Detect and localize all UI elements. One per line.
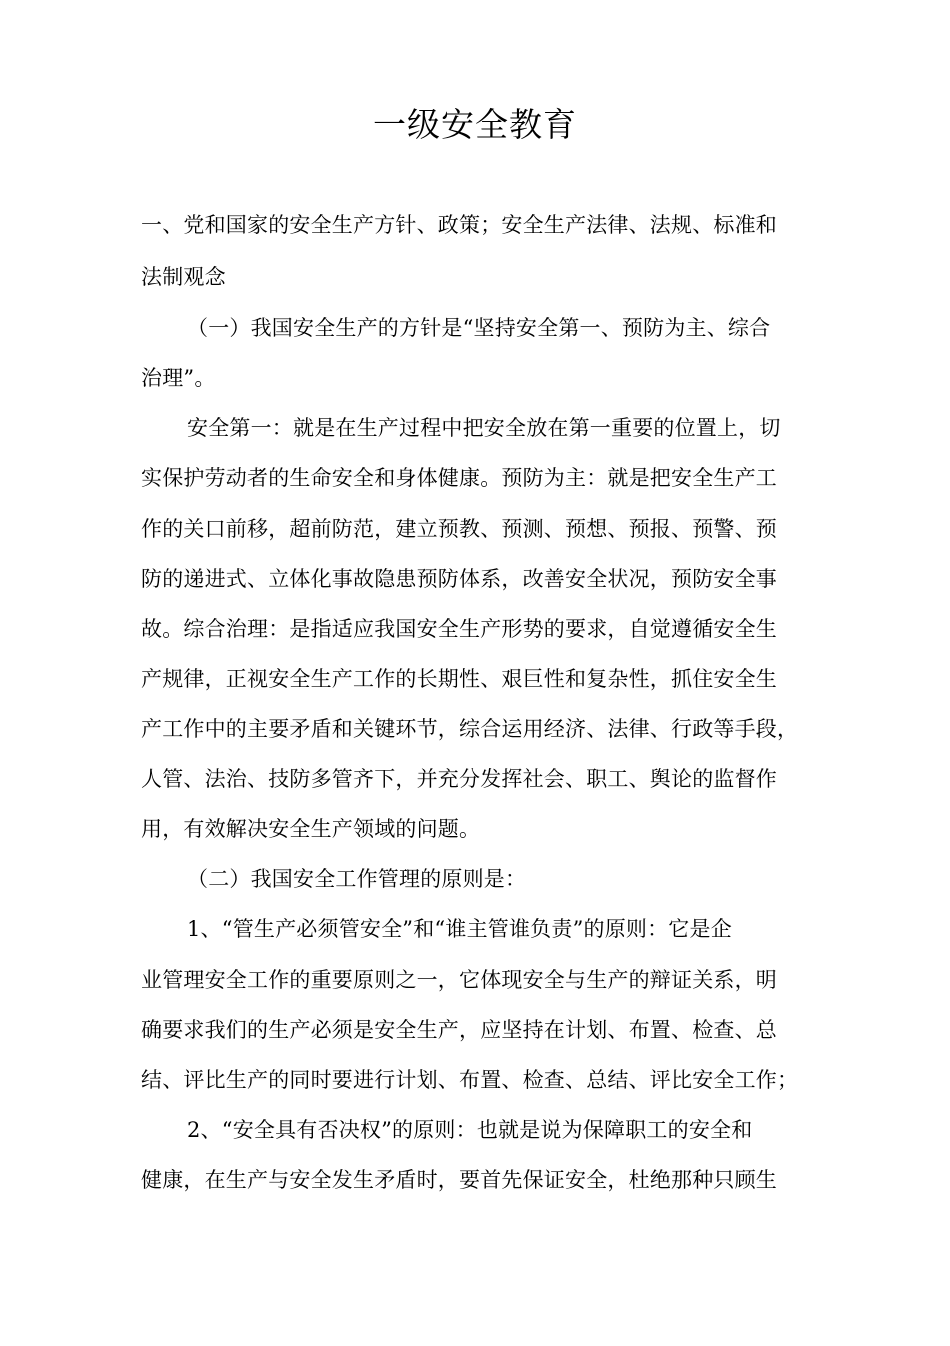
text-line: 实保护劳动者的生命安全和身体健康。预防为主：就是把安全生产工 (141, 466, 777, 490)
text-line: （一）我国安全生产的方针是“坚持安全第一、预防为主、综合 (187, 316, 771, 340)
text-line: 确要求我们的生产必须是安全生产，应坚持在计划、布置、检查、总 (141, 1018, 777, 1042)
text-line: 2、“安全具有否决权”的原则：也就是说为保障职工的安全和 (187, 1118, 753, 1142)
document-title: 一级安全教育 (373, 105, 577, 144)
text-line: 产工作中的主要矛盾和关键环节，综合运用经济、法律、行政等手段， (141, 717, 799, 741)
text-line: 业管理安全工作的重要原则之一，它体现安全与生产的辩证关系，明 (141, 968, 777, 992)
text-line: 作的关口前移，超前防范，建立预教、预测、预想、预报、预警、预 (141, 517, 777, 541)
text-line: 健康，在生产与安全发生矛盾时，要首先保证安全，杜绝那种只顾生 (141, 1168, 777, 1192)
text-line: 故。综合治理：是指适应我国安全生产形势的要求，自觉遵循安全生 (141, 617, 777, 641)
text-line: 一、党和国家的安全生产方针、政策；安全生产法律、法规、标准和 (141, 213, 777, 237)
text-line: 法制观念 (141, 265, 226, 289)
text-line: 安全第一：就是在生产过程中把安全放在第一重要的位置上，切 (187, 416, 781, 440)
text-line: 防的递进式、立体化事故隐患预防体系，改善安全状况，预防安全事 (141, 567, 777, 591)
text-line: 治理”。 (141, 366, 216, 390)
text-line: （二）我国安全工作管理的原则是： (187, 867, 527, 891)
text-line: 人管、法治、技防多管齐下，并充分发挥社会、职工、舆论的监督作 (141, 767, 777, 791)
text-line: 用，有效解决安全生产领域的问题。 (141, 817, 481, 841)
text-line: 1、“管生产必须管安全”和“谁主管谁负责”的原则：它是企 (187, 917, 732, 941)
text-line: 产规律，正视安全生产工作的长期性、艰巨性和复杂性，抓住安全生 (141, 667, 777, 691)
text-line: 结、评比生产的同时要进行计划、布置、检查、总结、评比安全工作； (141, 1068, 799, 1092)
